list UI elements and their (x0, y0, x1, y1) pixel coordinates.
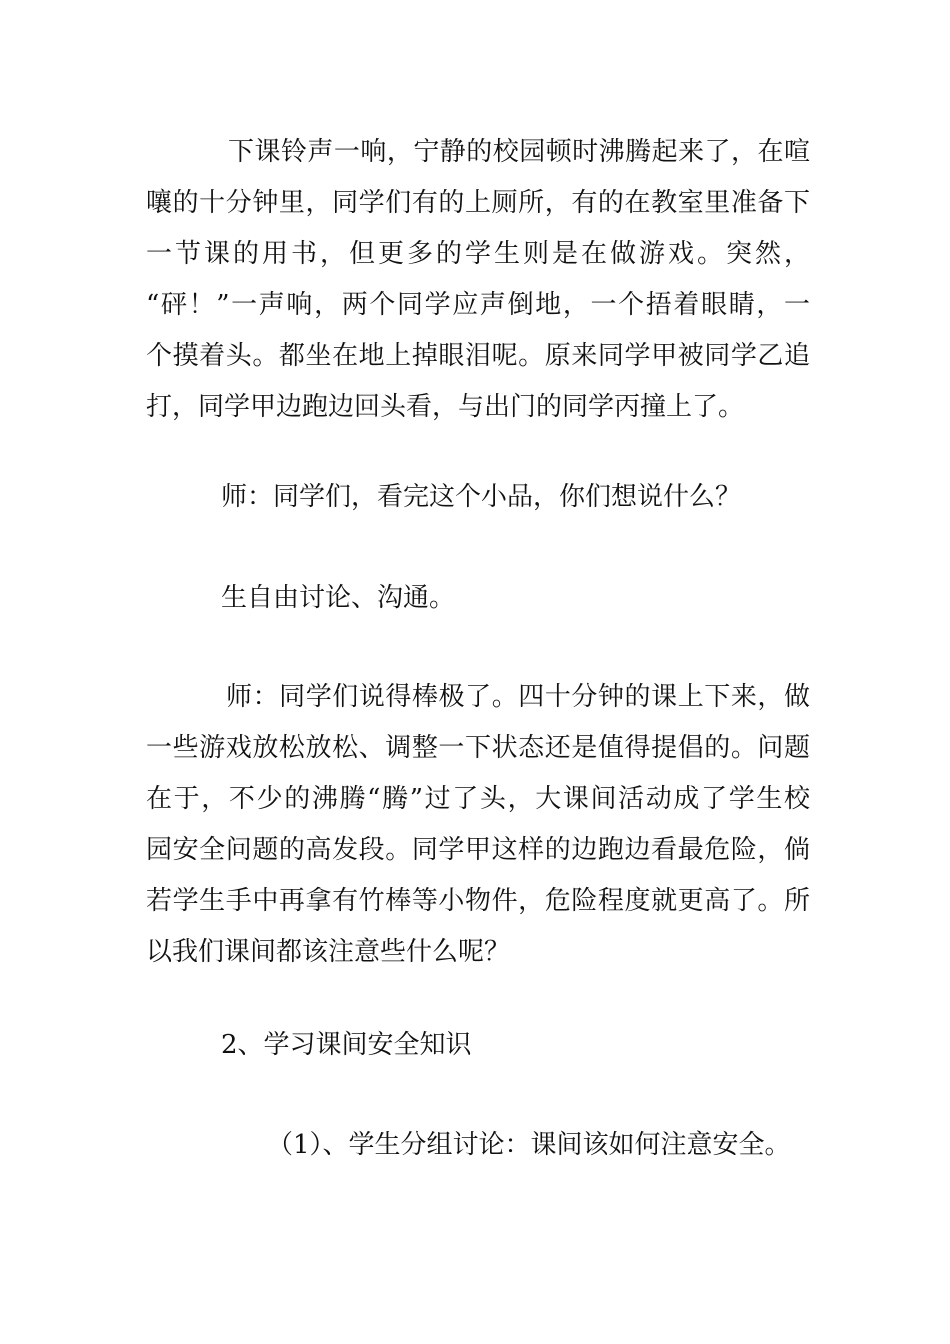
text-line: 一些游戏放松放松、调整一下状态还是值得提倡的。问题 (146, 733, 810, 763)
text-line: 个摸着头。都坐在地上掉眼泪呢。原来同学甲被同学乙追 (146, 341, 810, 371)
text-line: “砰！”一声响，两个同学应声倒地，一个捂着眼睛，一 (146, 290, 810, 320)
text-line: 以我们课间都该注意些什么呢？ (146, 937, 511, 967)
teacher-question: 师：同学们，看完这个小品，你们想说什么？ (221, 482, 742, 512)
subsection-item: （1）、学生分组讨论：课间该如何注意安全。 (267, 1130, 791, 1160)
text-line: 嚷的十分钟里，同学们有的上厕所，有的在教室里准备下 (146, 188, 810, 218)
text-line: 下课铃声一响，宁静的校园顿时沸腾起来了，在喧 (228, 137, 810, 167)
text-line: 一节课的用书，但更多的学生则是在做游戏。突然， (146, 239, 810, 269)
text-line: 若学生手中再拿有竹棒等小物件，危险程度就更高了。所 (146, 886, 810, 916)
section-heading: 2、学习课间安全知识 (221, 1030, 472, 1060)
paragraph-teacher-comment (146, 672, 810, 978)
text-line: 打，同学甲边跑边回头看，与出门的同学丙撞上了。 (146, 392, 745, 422)
student-discussion: 生自由讨论、沟通。 (221, 583, 456, 613)
text-line: 在于，不少的沸腾“腾”过了头，大课间活动成了学生校 (146, 784, 810, 814)
text-line: 园安全问题的高发段。同学甲这样的边跑边看最危险，倘 (146, 835, 810, 865)
text-line: 师：同学们说得棒极了。四十分钟的课上下来，做 (226, 682, 810, 712)
paragraph-intro-scene (146, 127, 810, 433)
